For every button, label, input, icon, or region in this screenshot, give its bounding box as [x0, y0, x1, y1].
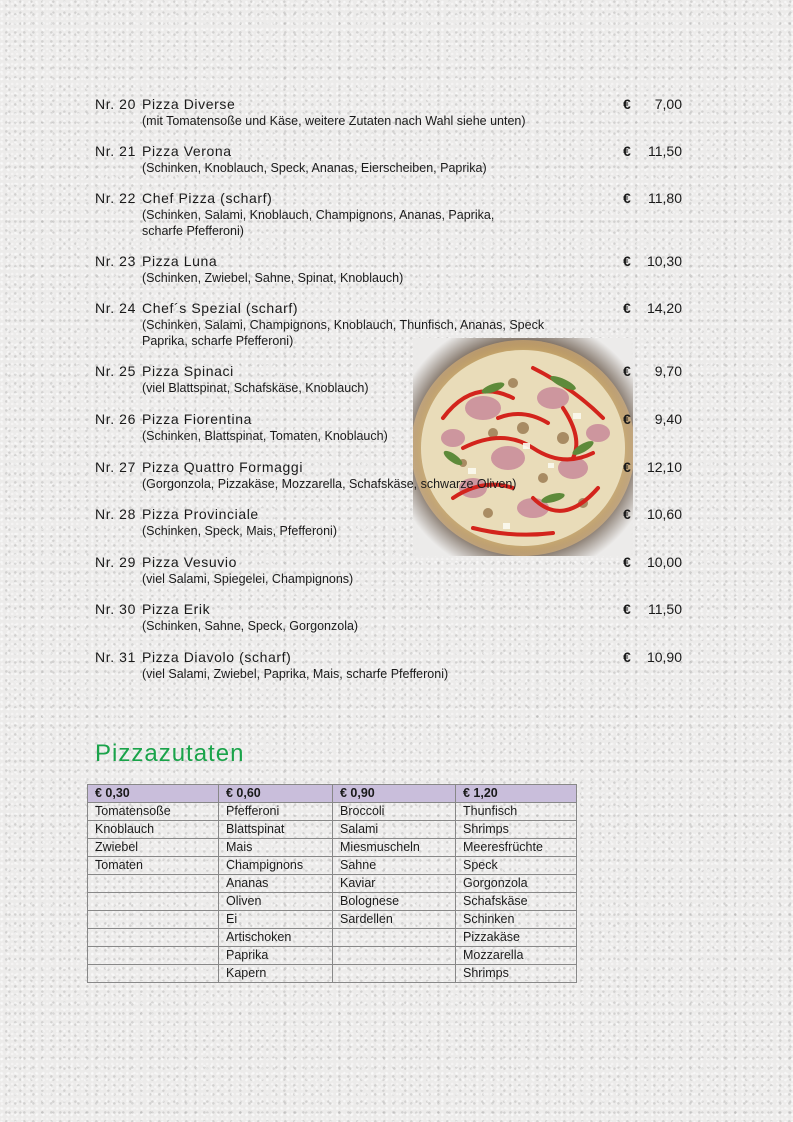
item-description: (mit Tomatensoße und Käse, weitere Zutaten nach Wahl siehe unten)	[142, 114, 526, 128]
item-price: 9,70	[654, 363, 682, 379]
menu-item	[95, 505, 685, 539]
topping-cell	[88, 875, 219, 893]
topping-cell: Kapern	[219, 965, 333, 983]
topping-cell: Broccoli	[333, 803, 456, 821]
item-description: (viel Salami, Spiegelei, Champignons)	[142, 572, 354, 586]
menu-item	[95, 553, 685, 587]
euro-symbol: €	[623, 96, 631, 112]
topping-cell: Gorgonzola	[456, 875, 577, 893]
topping-cell: Sahne	[333, 857, 456, 875]
menu-item	[95, 252, 685, 286]
item-number: Nr. 22	[95, 190, 136, 206]
item-number: Nr. 27	[95, 459, 136, 475]
topping-cell	[88, 911, 219, 929]
item-number: Nr. 21	[95, 143, 136, 159]
table-row	[88, 893, 577, 911]
item-number: Nr. 23	[95, 253, 136, 269]
item-description: (viel Blattspinat, Schafskäse, Knoblauch)	[142, 381, 369, 395]
topping-cell	[333, 929, 456, 947]
topping-cell: Shrimps	[456, 821, 577, 839]
item-number: Nr. 25	[95, 363, 136, 379]
euro-symbol: €	[623, 554, 631, 570]
euro-symbol: €	[623, 300, 631, 316]
topping-cell	[333, 965, 456, 983]
item-name: Pizza Spinaci	[142, 363, 234, 379]
item-number: Nr. 31	[95, 649, 136, 665]
topping-cell: Speck	[456, 857, 577, 875]
topping-cell: Knoblauch	[88, 821, 219, 839]
price-tier-header: € 1,20	[456, 785, 577, 803]
topping-cell: Shrimps	[456, 965, 577, 983]
topping-cell: Bolognese	[333, 893, 456, 911]
topping-cell: Salami	[333, 821, 456, 839]
table-row	[88, 875, 577, 893]
menu-item	[95, 648, 685, 682]
menu-item	[95, 600, 685, 634]
table-row	[88, 929, 577, 947]
table-row	[88, 911, 577, 929]
item-price: 10,00	[646, 554, 682, 570]
menu-item	[95, 189, 685, 239]
item-name: Pizza Fiorentina	[142, 411, 252, 427]
topping-cell	[88, 929, 219, 947]
item-name: Pizza Provinciale	[142, 506, 259, 522]
item-description: (viel Salami, Zwiebel, Paprika, Mais, scharfe Pfefferoni)	[142, 667, 449, 681]
item-description: (Gorgonzola, Pizzakäse, Mozzarella, Schafskäse, schwarze Oliven)	[142, 477, 517, 491]
topping-cell: Pizzakäse	[456, 929, 577, 947]
item-name: Pizza Vesuvio	[142, 554, 237, 570]
item-price: 11,80	[648, 190, 682, 206]
topping-cell	[88, 893, 219, 911]
item-description: (Schinken, Salami, Knoblauch, Champignons, Ananas, Paprika, scharfe Pfefferoni)	[142, 208, 495, 238]
topping-cell: Thunfisch	[456, 803, 577, 821]
item-price: 10,30	[646, 253, 682, 269]
item-description: (Schinken, Zwiebel, Sahne, Spinat, Knoblauch)	[142, 271, 404, 285]
euro-symbol: €	[623, 190, 631, 206]
item-number: Nr. 29	[95, 554, 136, 570]
topping-cell	[88, 947, 219, 965]
table-row	[88, 821, 577, 839]
topping-cell	[88, 965, 219, 983]
item-name: Pizza Erik	[142, 601, 211, 617]
menu-item	[95, 142, 685, 176]
topping-cell: Tomaten	[88, 857, 219, 875]
table-row	[88, 839, 577, 857]
price-tier-header: € 0,30	[88, 785, 219, 803]
item-description: (Schinken, Speck, Mais, Pfefferoni)	[142, 524, 337, 538]
item-price: 10,60	[646, 506, 682, 522]
menu-item	[95, 410, 685, 444]
topping-cell: Artischoken	[219, 929, 333, 947]
item-name: Chef Pizza (scharf)	[142, 190, 273, 206]
topping-cell: Mais	[219, 839, 333, 857]
topping-cell: Zwiebel	[88, 839, 219, 857]
item-number: Nr. 24	[95, 300, 136, 316]
item-price: 14,20	[646, 300, 682, 316]
price-tier-header: € 0,60	[219, 785, 333, 803]
table-row	[88, 857, 577, 875]
item-name: Pizza Verona	[142, 143, 232, 159]
topping-cell: Ananas	[219, 875, 333, 893]
euro-symbol: €	[623, 363, 631, 379]
topping-cell: Paprika	[219, 947, 333, 965]
topping-cell: Oliven	[219, 893, 333, 911]
item-name: Pizza Diverse	[142, 96, 236, 112]
price-tier-header: € 0,90	[333, 785, 456, 803]
item-name: Pizza Luna	[142, 253, 218, 269]
menu-item	[95, 362, 685, 396]
euro-symbol: €	[623, 411, 631, 427]
item-description: (Schinken, Sahne, Speck, Gorgonzola)	[142, 619, 359, 633]
euro-symbol: €	[623, 601, 631, 617]
menu-item	[95, 458, 685, 492]
euro-symbol: €	[623, 506, 631, 522]
item-price: 9,40	[654, 411, 682, 427]
item-name: Chef´s Spezial (scharf)	[142, 300, 299, 316]
topping-cell: Ei	[219, 911, 333, 929]
item-price: 12,10	[646, 459, 682, 475]
menu-item	[95, 299, 685, 349]
euro-symbol: €	[623, 649, 631, 665]
item-price: 7,00	[654, 96, 682, 112]
item-name: Pizza Quattro Formaggi	[142, 459, 304, 475]
item-price: 11,50	[648, 601, 682, 617]
topping-cell: Kaviar	[333, 875, 456, 893]
table-row	[88, 947, 577, 965]
euro-symbol: €	[623, 459, 631, 475]
table-row	[88, 803, 577, 821]
topping-cell: Tomatensoße	[88, 803, 219, 821]
item-price: 11,50	[648, 143, 682, 159]
item-name: Pizza Diavolo (scharf)	[142, 649, 292, 665]
menu-item	[95, 95, 685, 129]
topping-cell: Sardellen	[333, 911, 456, 929]
topping-cell: Schafskäse	[456, 893, 577, 911]
topping-cell	[333, 947, 456, 965]
topping-cell: Pfefferoni	[219, 803, 333, 821]
toppings-header-row	[88, 785, 577, 803]
item-number: Nr. 30	[95, 601, 136, 617]
topping-cell: Mozzarella	[456, 947, 577, 965]
topping-cell: Schinken	[456, 911, 577, 929]
topping-cell: Champignons	[219, 857, 333, 875]
item-description: (Schinken, Salami, Champignons, Knoblauch, Thunfisch, Ananas, Speck Paprika, scharfe Pfefferoni)	[142, 318, 545, 348]
euro-symbol: €	[623, 143, 631, 159]
toppings-section-title: Pizzazutaten	[95, 740, 245, 767]
table-row	[88, 965, 577, 983]
item-description: (Schinken, Knoblauch, Speck, Ananas, Eierscheiben, Paprika)	[142, 161, 487, 175]
toppings-table	[87, 784, 577, 983]
item-number: Nr. 26	[95, 411, 136, 427]
item-number: Nr. 28	[95, 506, 136, 522]
item-price: 10,90	[646, 649, 682, 665]
euro-symbol: €	[623, 253, 631, 269]
topping-cell: Miesmuscheln	[333, 839, 456, 857]
topping-cell: Meeresfrüchte	[456, 839, 577, 857]
item-number: Nr. 20	[95, 96, 136, 112]
item-description: (Schinken, Blattspinat, Tomaten, Knoblauch)	[142, 429, 388, 443]
topping-cell: Blattspinat	[219, 821, 333, 839]
